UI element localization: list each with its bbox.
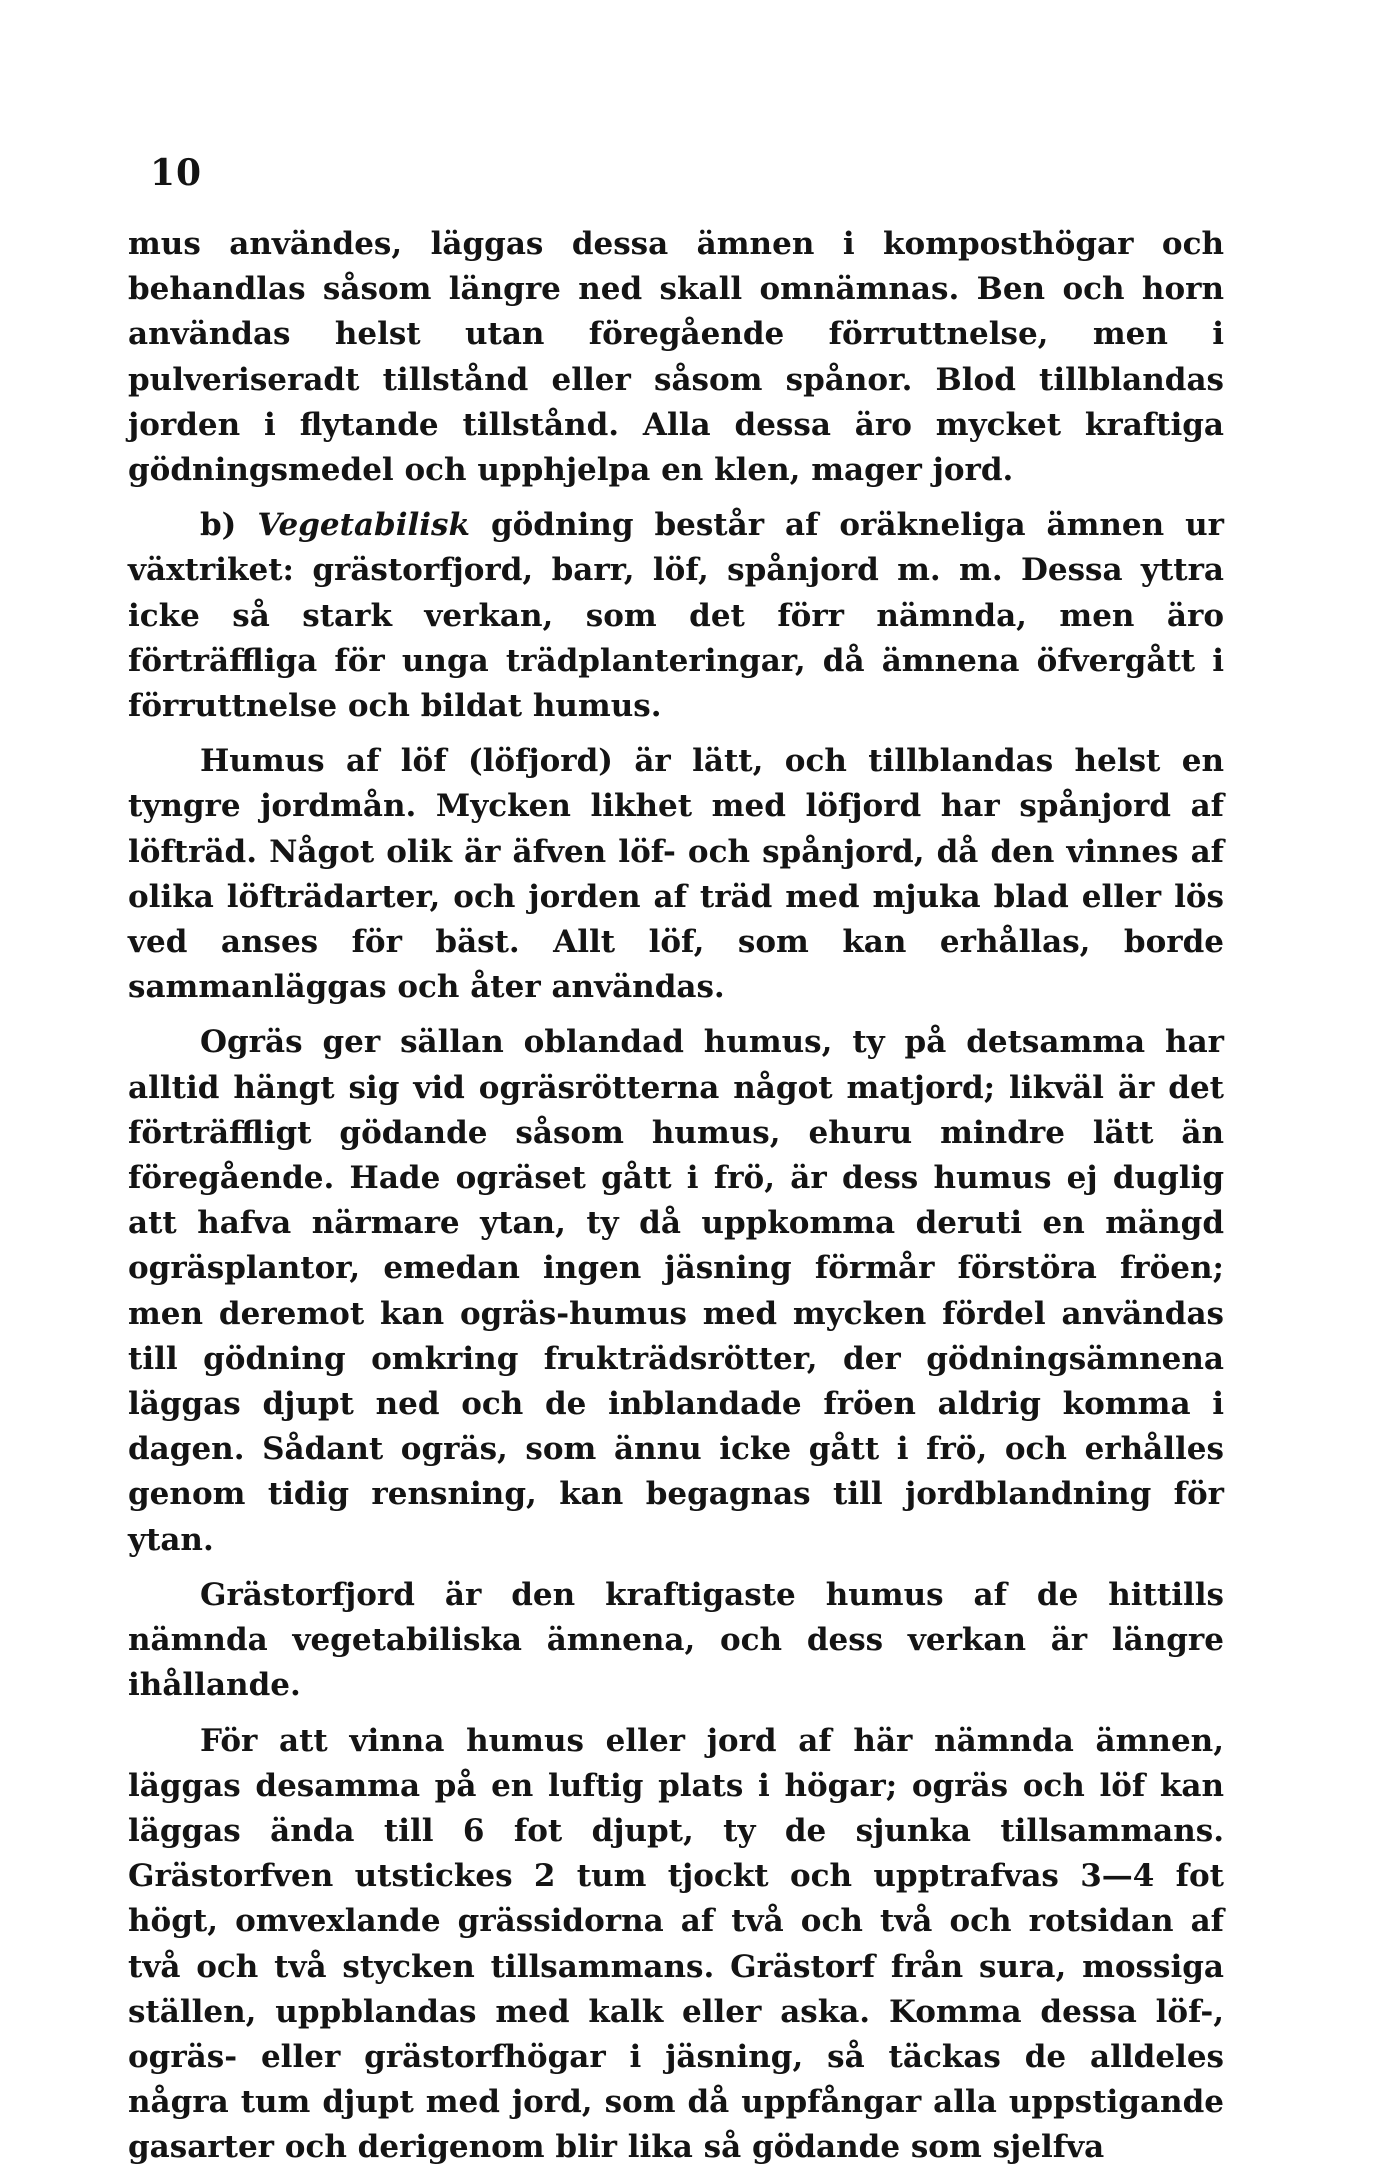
paragraph-2-text: gödning består af oräkneliga ämnen ur växtriket: grästorfjord, barr, löf, spånjord m. m. Dessa yttra icke så stark verkan, som det förr nämnda, men äro förträffliga för unga trädplanteringar, då ämnena öfvergått i förruttnelse och bildat humus. xyxy=(128,507,1224,725)
body-text xyxy=(128,222,1224,2181)
paragraph-6: För att vinna humus eller jord af här nämnda ämnen, läggas desamma på en luftig plats i högar; ogräs och löf kan läggas ända till 6 fot djupt, ty de sjunka tillsammans. Grästorfven utstickes 2 tum tjockt och upptrafvas 3—4 fot högt, omvexlande grässidorna af två och två och rotsidan af två och två stycken tillsammans. Grästorf från sura, mossiga ställen, uppblandas med kalk eller aska. Komma dessa löf-, ogräs- eller grästorfhögar i jäsning, så täckas de alldeles några tum djupt med jord, som då uppfångar alla uppstigande gasarter och derigenom blir lika så gödande som sjelfva xyxy=(128,1722,1224,2166)
paragraph-2 xyxy=(128,503,1224,729)
paragraph-2-lead: b) xyxy=(200,507,258,544)
paragraph-2-italic-term: Vegetabilisk xyxy=(257,507,470,544)
paragraph-3: Humus af löf (löfjord) är lätt, och tillblandas helst en tyngre jordmån. Mycken likhet med löfjord har spånjord af löfträd. Något olik är äfven löf- och spånjord, då den vinnes af olika löfträdarter, och jorden af träd med mjuka blad eller lös ved anses för bäst. Allt löf, som kan erhållas, borde sammanläggas och åter användas. xyxy=(128,743,1224,1006)
paragraph-5: Grästorfjord är den kraftigaste humus af de hittills nämnda vegetabiliska ämnena, och dess verkan är längre ihållande. xyxy=(128,1576,1224,1704)
page-number: 10 xyxy=(150,152,203,194)
paragraph-4: Ogräs ger sällan oblandad humus, ty på detsamma har alltid hängt sig vid ogräsrötterna något matjord; likväl är det förträffligt gödande såsom humus, ehuru mindre lätt än föregående. Hade ogräset gått i frö, är dess humus ej duglig att hafva närmare ytan, ty då uppkomma deruti en mängd ogräsplantor, emedan ingen jäsning förmår förstöra fröen; men deremot kan ogräs-humus med mycken fördel användas till gödning omkring frukträdsrötter, der gödningsämnena läggas djupt ned och de inblandade fröen aldrig komma i dagen. Sådant ogräs, som ännu icke gått i frö, och erhålles genom tidig rensning, kan begagnas till jordblandning för ytan. xyxy=(128,1024,1224,1558)
paragraph-1: mus användes, läggas dessa ämnen i komposthögar och behandlas såsom längre ned skall omnämnas. Ben och horn användas helst utan föregående förruttnelse, men i pulveriseradt tillstånd eller såsom spånor. Blod tillblandas jorden i flytande tillstånd. Alla dessa äro mycket kraftiga gödningsmedel och upphjelpa en klen, mager jord. xyxy=(128,226,1224,489)
